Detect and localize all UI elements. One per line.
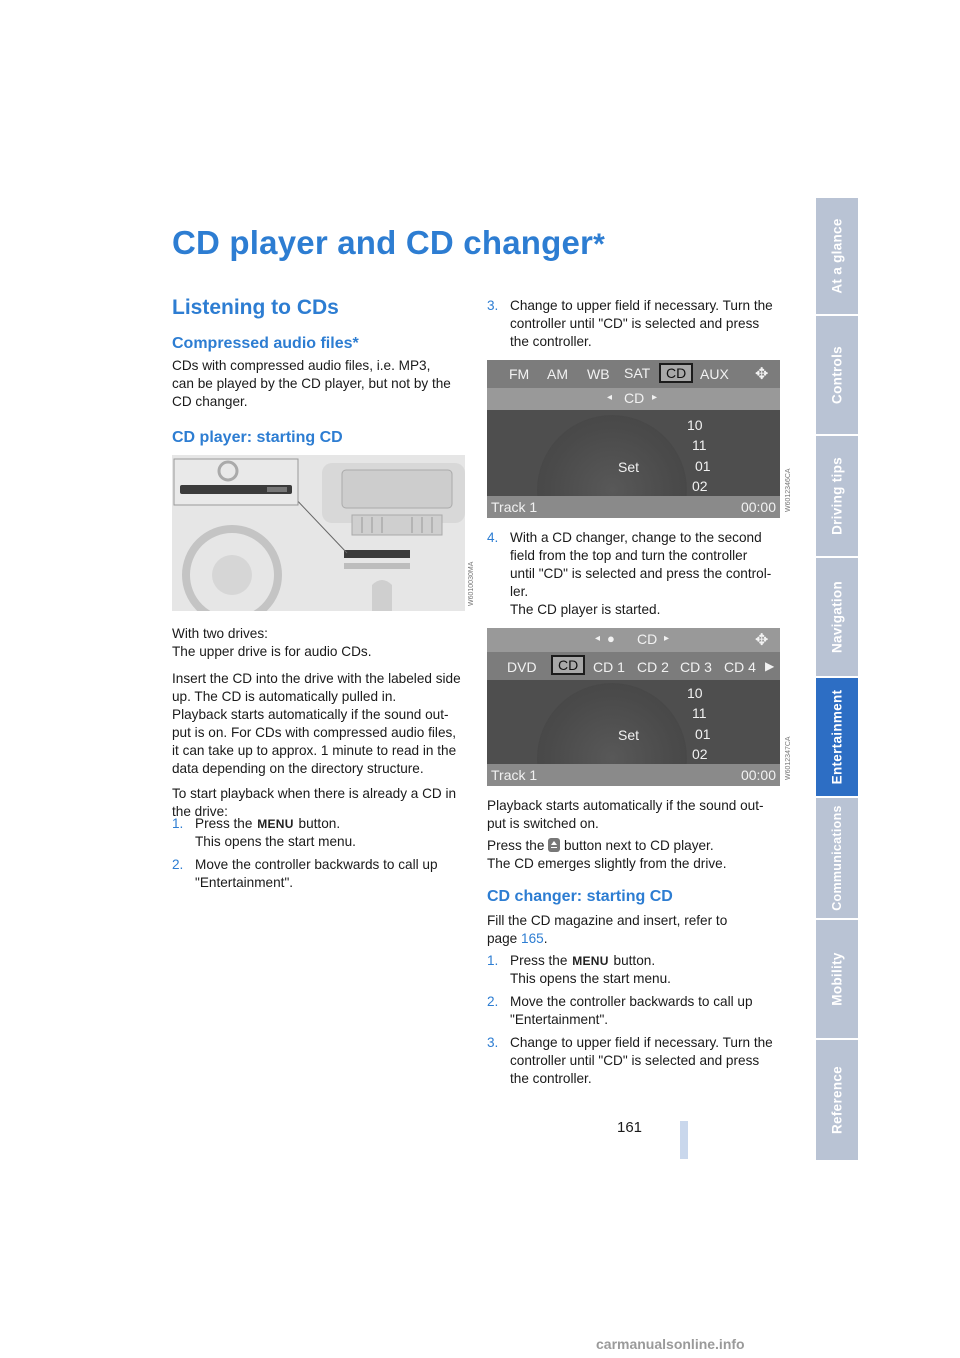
tab-fm: FM: [509, 366, 530, 382]
chevron-right-icon: ▸: [664, 633, 670, 644]
text-fragment: The CD player is started.: [510, 602, 661, 617]
track-10: 10: [687, 417, 703, 433]
track-11: 11: [692, 705, 707, 721]
tab-cd-selected: CD: [659, 363, 693, 383]
sidebar-tab-entertainment[interactable]: [816, 678, 858, 798]
step-text: [510, 952, 671, 988]
step-number: 2.: [172, 857, 184, 872]
text-line: Playback starts automatically if the sound out-: [172, 707, 449, 722]
para-two-drives: [172, 625, 371, 661]
tab-label: Navigation: [829, 580, 845, 654]
text-line: The upper drive is for audio CDs.: [172, 644, 372, 659]
sidebar-tab-reference[interactable]: [816, 1040, 858, 1162]
image-code-label: W6012347CA: [785, 736, 792, 780]
text-fragment: field from the top and turn the controller: [510, 548, 748, 563]
text-fragment: button.: [298, 816, 341, 831]
text-fragment: "Entertainment".: [510, 1012, 609, 1027]
text-line: data depending on the directory structure.: [172, 761, 424, 776]
sub-bar: [487, 628, 780, 652]
text-line: Fill the CD magazine and insert, refer to: [487, 913, 728, 928]
text-fragment: page: [487, 931, 518, 946]
section-heading: Listening to CDs: [172, 296, 339, 319]
sidebar-tab-navigation[interactable]: [816, 558, 858, 678]
text-fragment: Press the: [487, 838, 545, 853]
text-line: the drive:: [172, 804, 228, 819]
idrive-screen-audio-sources: [487, 360, 780, 518]
text-line: [487, 930, 727, 948]
chevron-right-icon: ▸: [652, 392, 658, 403]
sub-cd-label: CD: [637, 631, 658, 647]
sidebar-tab-driving-tips[interactable]: [816, 436, 858, 558]
set-label: Set: [618, 459, 640, 475]
step-number: 1.: [172, 816, 184, 831]
track-10: 10: [687, 685, 703, 701]
step-text: [510, 1034, 773, 1088]
tab-aux: AUX: [700, 366, 729, 382]
para-press-eject: [487, 837, 726, 873]
heading-cd-player: CD player: starting CD: [172, 429, 343, 446]
time-status: 00:00: [740, 767, 776, 783]
text-line: Insert the CD into the drive with the labeled side: [172, 671, 461, 686]
text-line: With two drives:: [172, 626, 268, 641]
tab-cd2: CD 2: [637, 659, 669, 675]
text-line: CDs with compressed audio files, i.e. MP3,: [172, 358, 431, 373]
track-02: 02: [692, 478, 708, 494]
sidebar-tab-at-a-glance[interactable]: [816, 198, 858, 316]
optional-star: *: [593, 228, 605, 261]
text-fragment: Move the controller backwards to call up: [195, 857, 438, 872]
tab-cd4: CD 4: [724, 659, 756, 675]
page-title-text: CD player and CD changer: [172, 224, 594, 261]
heading-compressed: Compressed audio files*: [172, 335, 359, 352]
image-code-label: W6010030MA: [468, 561, 475, 606]
text-fragment: Move the controller backwards to call up: [510, 994, 753, 1009]
sidebar-tab-communications[interactable]: [816, 798, 858, 920]
text-fragment: the controller.: [510, 334, 592, 349]
tab-label: Entertainment: [829, 689, 845, 785]
tab-dvd: DVD: [507, 659, 537, 675]
text-line: up. The CD is automatically pulled in.: [172, 689, 397, 704]
sidebar-tab-mobility[interactable]: [816, 920, 858, 1040]
tab-cd-selected: CD: [551, 655, 585, 675]
text-line: [487, 837, 726, 855]
text-fragment: Press the: [195, 816, 253, 831]
step-text: [195, 815, 356, 851]
step-number: 1.: [487, 953, 499, 968]
text-fragment: This opens the start menu.: [510, 971, 671, 986]
idrive-screen-cd-changer: [487, 628, 780, 786]
watermark: carmanualsonline.info: [596, 1336, 745, 1352]
dashboard-photo: [172, 455, 465, 611]
text-line: can be played by the CD player, but not by the: [172, 376, 451, 391]
text-line: To start playback when there is already a CD in: [172, 786, 457, 801]
left-step-1: [172, 815, 462, 851]
heading-cd-changer: CD changer: starting CD: [487, 888, 673, 905]
text-fragment: ler.: [510, 584, 529, 599]
step-number: 2.: [487, 994, 499, 1009]
step-number: 4.: [487, 530, 499, 545]
controller-icon: ✥: [755, 632, 769, 649]
image-code-label: W6012346CA: [785, 468, 792, 512]
tab-sat: SAT: [624, 365, 651, 381]
controller-icon: ✥: [755, 366, 769, 383]
dashboard-illustration: [172, 455, 465, 611]
text-fragment: button next to CD player.: [563, 838, 714, 853]
left-step-2: [172, 856, 462, 892]
step-text: [510, 529, 771, 619]
para-fill: [487, 912, 727, 948]
tab-wb: WB: [587, 366, 610, 382]
para-compressed: [172, 357, 451, 411]
page-link[interactable]: 165: [521, 931, 544, 946]
track-status: Track 1: [491, 767, 538, 783]
step-text: [195, 856, 438, 892]
step-number: 3.: [487, 1035, 499, 1050]
tab-label: Controls: [829, 346, 845, 404]
right-step-3b: [487, 1034, 787, 1088]
time-status: 00:00: [740, 499, 776, 515]
text-line: The CD emerges slightly from the drive.: [487, 856, 727, 871]
chevron-left-icon: ◂: [595, 633, 601, 644]
track-01: 01: [695, 726, 711, 742]
tab-label: Reference: [829, 1066, 845, 1134]
tab-am: AM: [547, 366, 568, 382]
track-02: 02: [692, 746, 708, 762]
step-text: [510, 993, 753, 1029]
tab-cd1: CD 1: [593, 659, 625, 675]
chevron-left-icon: ◂: [607, 392, 613, 403]
text-fragment: This opens the start menu.: [195, 834, 356, 849]
tab-label: Communications: [830, 805, 844, 911]
tab-cd3: CD 3: [680, 659, 712, 675]
track-11: 11: [692, 437, 707, 453]
text-fragment: controller until "CD" is selected and press: [510, 1053, 760, 1068]
cd-disc-icon: ●: [607, 631, 615, 646]
text-line: Playback starts automatically if the sound out-: [487, 798, 764, 813]
text-fragment: button.: [613, 953, 656, 968]
text-fragment: the controller.: [510, 1071, 592, 1086]
chapter-sidebar: [816, 198, 858, 1160]
right-step-1: [487, 952, 787, 988]
text-fragment: controller until "CD" is selected and press: [510, 316, 760, 331]
text-line: CD changer.: [172, 394, 248, 409]
text-fragment: "Entertainment".: [195, 875, 294, 890]
text-fragment: until "CD" is selected and press the control-: [510, 566, 772, 581]
menu-key-icon: MENU: [572, 954, 609, 968]
text-line: it can take up to approx. 1 minute to read in the: [172, 743, 457, 758]
text-fragment: .: [543, 931, 548, 946]
arrow-right-icon: ▶: [765, 659, 775, 673]
page-number: 161: [617, 1119, 643, 1136]
tab-label: Mobility: [829, 952, 845, 1006]
text-fragment: Change to upper field if necessary. Turn the: [510, 1035, 773, 1050]
page-title: [172, 224, 605, 262]
track-status: Track 1: [491, 499, 538, 515]
set-label: Set: [618, 727, 640, 743]
step-number: 3.: [487, 298, 499, 313]
menu-key-icon: MENU: [257, 817, 294, 831]
text-line: put is switched on.: [487, 816, 599, 831]
text-fragment: Press the: [510, 953, 568, 968]
track-01: 01: [695, 458, 711, 474]
eject-icon: [548, 838, 560, 852]
tab-label: Driving tips: [829, 457, 845, 535]
para-playback: [487, 797, 764, 833]
right-step-3: [487, 297, 787, 351]
right-step-4: [487, 529, 787, 619]
right-step-2: [487, 993, 787, 1029]
para-insert: [172, 670, 461, 778]
text-line: put is on. For CDs with compressed audio files,: [172, 725, 457, 740]
sub-cd-label: CD: [624, 390, 645, 406]
page-marker: [680, 1121, 688, 1159]
text-fragment: Change to upper field if necessary. Turn the: [510, 298, 773, 313]
sidebar-tab-controls[interactable]: [816, 316, 858, 436]
tab-label: At a glance: [829, 218, 845, 294]
step-text: [510, 297, 773, 351]
text-fragment: With a CD changer, change to the second: [510, 530, 762, 545]
